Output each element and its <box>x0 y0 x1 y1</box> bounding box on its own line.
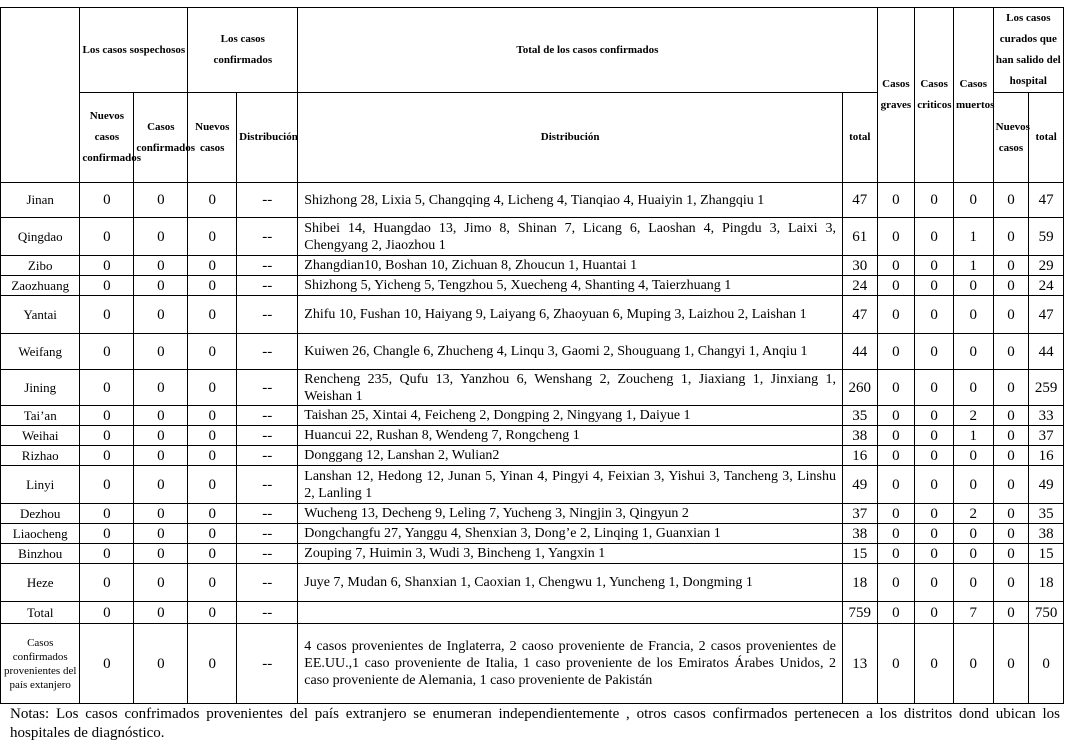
cell-b: 0 <box>134 426 188 446</box>
table-row <box>1 370 1064 406</box>
notes: Notas: Los casos confrimados provenientes del país extranjero se enumeran independientemente , otros casos confirmados pertenecen a los distritos dond ubican los hospitales de diagnóstico. <box>10 706 1060 741</box>
cell-tot2: 49 <box>1029 466 1064 504</box>
cell-dead: 2 <box>953 504 993 524</box>
cell-c: 0 <box>188 624 237 704</box>
cell-a: 0 <box>80 406 134 426</box>
cell-c: 0 <box>188 276 237 296</box>
cell-crit: 0 <box>915 370 954 406</box>
cell-a: 0 <box>80 183 134 218</box>
cell-newd: 0 <box>993 296 1029 334</box>
cell-newd: 0 <box>993 218 1029 256</box>
cell-total: 260 <box>842 370 877 406</box>
cell-dist: Taishan 25, Xintai 4, Feicheng 2, Dongping 2, Ningyang 1, Daiyue 1 <box>298 406 843 426</box>
cell-d: -- <box>237 218 298 256</box>
cell-dist: Zhifu 10, Fushan 10, Haiyang 9, Laiyang 6, Zhaoyuan 6, Muping 3, Laizhou 2, Laishan 1 <box>298 296 843 334</box>
cell-a: 0 <box>80 504 134 524</box>
cell-b: 0 <box>134 183 188 218</box>
cell-d: -- <box>237 602 298 624</box>
cell-c: 0 <box>188 446 237 466</box>
cell-b: 0 <box>134 406 188 426</box>
cell-dead: 1 <box>953 218 993 256</box>
header-distribution: Distribución <box>298 93 843 183</box>
cell-newd: 0 <box>993 334 1029 370</box>
cell-dead: 0 <box>953 370 993 406</box>
cell-dist: Donggang 12, Lanshan 2, Wulian2 <box>298 446 843 466</box>
cell-dist: Zhangdian10, Boshan 10, Zichuan 8, Zhoucun 1, Huantai 1 <box>298 256 843 276</box>
cell-dist <box>298 602 843 624</box>
cell-a: 0 <box>80 624 134 704</box>
cell-grave: 0 <box>877 406 915 426</box>
table-row <box>1 218 1064 256</box>
cell-grave: 0 <box>877 426 915 446</box>
cell-total: 16 <box>842 446 877 466</box>
cell-crit: 0 <box>915 256 954 276</box>
cell-dist: Shizhong 28, Lixia 5, Changqing 4, Licheng 4, Tianqiao 4, Huaiyin 1, Zhangqiu 1 <box>298 183 843 218</box>
cell-total: 15 <box>842 544 877 564</box>
cell-crit: 0 <box>915 276 954 296</box>
cell-crit: 0 <box>915 564 954 602</box>
cell-total: 38 <box>842 426 877 446</box>
cell-c: 0 <box>188 524 237 544</box>
cell-tot2: 259 <box>1029 370 1064 406</box>
cell-city: Qingdao <box>1 218 80 256</box>
cell-b: 0 <box>134 296 188 334</box>
cell-tot2: 35 <box>1029 504 1064 524</box>
cell-a: 0 <box>80 256 134 276</box>
cell-d: -- <box>237 544 298 564</box>
cell-c: 0 <box>188 406 237 426</box>
cell-a: 0 <box>80 426 134 446</box>
cell-d: -- <box>237 370 298 406</box>
cell-grave: 0 <box>877 334 915 370</box>
table-row <box>1 524 1064 544</box>
cell-dead: 0 <box>953 334 993 370</box>
cell-crit: 0 <box>915 426 954 446</box>
table-row <box>1 544 1064 564</box>
cell-dead: 1 <box>953 256 993 276</box>
cell-grave: 0 <box>877 624 915 704</box>
cell-d: -- <box>237 296 298 334</box>
cell-crit: 0 <box>915 544 954 564</box>
cell-grave: 0 <box>877 276 915 296</box>
table-row <box>1 406 1064 426</box>
cell-a: 0 <box>80 370 134 406</box>
header-confirmed-sub: Casos confirmados <box>134 93 188 183</box>
cell-tot2: 37 <box>1029 426 1064 446</box>
cell-grave: 0 <box>877 544 915 564</box>
cell-d: -- <box>237 624 298 704</box>
cell-c: 0 <box>188 218 237 256</box>
cell-d: -- <box>237 183 298 218</box>
cell-b: 0 <box>134 624 188 704</box>
cell-crit: 0 <box>915 524 954 544</box>
cell-city: Casos confirmados provenientes del país extanjero <box>1 624 80 704</box>
cell-c: 0 <box>188 564 237 602</box>
cell-grave: 0 <box>877 602 915 624</box>
cell-newd: 0 <box>993 524 1029 544</box>
cell-total: 38 <box>842 524 877 544</box>
cell-b: 0 <box>134 370 188 406</box>
cell-newd: 0 <box>993 564 1029 602</box>
cell-tot2: 59 <box>1029 218 1064 256</box>
cell-crit: 0 <box>915 466 954 504</box>
cell-dist: Juye 7, Mudan 6, Shanxian 1, Caoxian 1, Chengwu 1, Yuncheng 1, Dongming 1 <box>298 564 843 602</box>
cell-a: 0 <box>80 524 134 544</box>
cell-city: Liaocheng <box>1 524 80 544</box>
cell-total: 47 <box>842 296 877 334</box>
cell-city: Binzhou <box>1 544 80 564</box>
cell-city: Total <box>1 602 80 624</box>
cell-b: 0 <box>134 524 188 544</box>
cell-crit: 0 <box>915 446 954 466</box>
cell-city: Yantai <box>1 296 80 334</box>
cell-city: Rizhao <box>1 446 80 466</box>
cell-grave: 0 <box>877 446 915 466</box>
cell-total: 24 <box>842 276 877 296</box>
cell-newd: 0 <box>993 466 1029 504</box>
cell-dist: Huancui 22, Rushan 8, Wendeng 7, Rongcheng 1 <box>298 426 843 446</box>
cell-tot2: 18 <box>1029 564 1064 602</box>
cell-total: 44 <box>842 334 877 370</box>
cell-city: Heze <box>1 564 80 602</box>
cell-tot2: 47 <box>1029 296 1064 334</box>
cell-total: 49 <box>842 466 877 504</box>
cell-newd: 0 <box>993 446 1029 466</box>
header-suspected: Los casos sospechosos <box>80 8 188 93</box>
cell-a: 0 <box>80 564 134 602</box>
cell-city: Zibo <box>1 256 80 276</box>
cell-a: 0 <box>80 296 134 334</box>
cell-dist: Dongchangfu 27, Yanggu 4, Shenxian 3, Dong’e 2, Linqing 1, Guanxian 1 <box>298 524 843 544</box>
cell-a: 0 <box>80 276 134 296</box>
cell-tot2: 750 <box>1029 602 1064 624</box>
table-row <box>1 256 1064 276</box>
table-row <box>1 564 1064 602</box>
cell-b: 0 <box>134 544 188 564</box>
cell-grave: 0 <box>877 370 915 406</box>
cell-dist: 4 casos provenientes de Inglaterra, 2 caoso proveniente de Francia, 2 casos provenientes de EE.UU.,1 caso proveniente de Italia, 1 caso proveniente de los Emiratos Árabes Unidos, 2 caso proveniente de Alemania, 1 caso proveniente de Pakistán <box>298 624 843 704</box>
cell-grave: 0 <box>877 218 915 256</box>
cell-dist: Rencheng 235, Qufu 13, Yanzhou 6, Wenshang 2, Zoucheng 1, Jiaxiang 1, Jinxiang 1, Weishan 1 <box>298 370 843 406</box>
cell-a: 0 <box>80 602 134 624</box>
cell-d: -- <box>237 466 298 504</box>
table-row-total <box>1 602 1064 624</box>
header-total-confirmed: Total de los casos confirmados <box>298 8 877 93</box>
cell-total: 37 <box>842 504 877 524</box>
cell-dead: 0 <box>953 544 993 564</box>
cell-dist: Lanshan 12, Hedong 12, Junan 5, Yinan 4, Pingyi 4, Feixian 3, Yishui 3, Tancheng 3, Linshu 2, Lanling 1 <box>298 466 843 504</box>
cell-city: Linyi <box>1 466 80 504</box>
cell-tot2: 44 <box>1029 334 1064 370</box>
table-row <box>1 183 1064 218</box>
cell-c: 0 <box>188 544 237 564</box>
cell-dead: 0 <box>953 564 993 602</box>
cell-dead: 0 <box>953 446 993 466</box>
header-dead: Casos muertos <box>953 8 993 183</box>
header-new-confirmed: Nuevos casos confirmados <box>80 93 134 183</box>
cell-crit: 0 <box>915 504 954 524</box>
cell-grave: 0 <box>877 564 915 602</box>
cell-dead: 7 <box>953 602 993 624</box>
table-row <box>1 504 1064 524</box>
table-row <box>1 276 1064 296</box>
cell-newd: 0 <box>993 406 1029 426</box>
cell-newd: 0 <box>993 544 1029 564</box>
cell-c: 0 <box>188 256 237 276</box>
cell-total: 35 <box>842 406 877 426</box>
cell-total: 759 <box>842 602 877 624</box>
cell-newd: 0 <box>993 426 1029 446</box>
cell-tot2: 29 <box>1029 256 1064 276</box>
cell-b: 0 <box>134 276 188 296</box>
header-city <box>1 8 80 183</box>
cell-dead: 0 <box>953 183 993 218</box>
header-total: total <box>842 93 877 183</box>
cell-newd: 0 <box>993 602 1029 624</box>
cell-a: 0 <box>80 334 134 370</box>
cell-grave: 0 <box>877 466 915 504</box>
cell-a: 0 <box>80 218 134 256</box>
cell-b: 0 <box>134 334 188 370</box>
cell-d: -- <box>237 524 298 544</box>
cell-crit: 0 <box>915 218 954 256</box>
cell-d: -- <box>237 256 298 276</box>
table-row <box>1 296 1064 334</box>
cell-crit: 0 <box>915 334 954 370</box>
cell-c: 0 <box>188 504 237 524</box>
cell-city: Weifang <box>1 334 80 370</box>
cell-grave: 0 <box>877 296 915 334</box>
cases-table <box>0 7 1064 704</box>
header-severe: Casos graves <box>877 8 915 183</box>
cell-b: 0 <box>134 602 188 624</box>
cell-tot2: 0 <box>1029 624 1064 704</box>
cell-dist: Shizhong 5, Yicheng 5, Tengzhou 5, Xuecheng 4, Shanting 4, Taierzhuang 1 <box>298 276 843 296</box>
cell-d: -- <box>237 504 298 524</box>
cell-newd: 0 <box>993 370 1029 406</box>
cell-tot2: 16 <box>1029 446 1064 466</box>
cell-grave: 0 <box>877 524 915 544</box>
cell-crit: 0 <box>915 624 954 704</box>
cell-d: -- <box>237 276 298 296</box>
cell-c: 0 <box>188 296 237 334</box>
table-row <box>1 466 1064 504</box>
cell-city: Tai’an <box>1 406 80 426</box>
cell-b: 0 <box>134 256 188 276</box>
table-row <box>1 334 1064 370</box>
cell-city: Jining <box>1 370 80 406</box>
cell-c: 0 <box>188 602 237 624</box>
header-critical: Casos criticos <box>915 8 954 183</box>
cell-dist: Shibei 14, Huangdao 13, Jimo 8, Shinan 7, Licang 6, Laoshan 4, Pingdu 3, Laixi 3, Chengyang 2, Jiaozhou 1 <box>298 218 843 256</box>
cell-dead: 0 <box>953 276 993 296</box>
cell-c: 0 <box>188 370 237 406</box>
cell-city: Weihai <box>1 426 80 446</box>
header-distribution-short: Distribución <box>237 93 298 183</box>
cell-b: 0 <box>134 218 188 256</box>
cell-total: 13 <box>842 624 877 704</box>
cell-crit: 0 <box>915 183 954 218</box>
header-new-discharged: Nuevos casos <box>993 93 1029 183</box>
cell-tot2: 24 <box>1029 276 1064 296</box>
cell-total: 61 <box>842 218 877 256</box>
cell-dead: 1 <box>953 426 993 446</box>
header-discharged: Los casos curados que han salido del hospital <box>993 8 1063 93</box>
cell-newd: 0 <box>993 256 1029 276</box>
cell-c: 0 <box>188 183 237 218</box>
cell-grave: 0 <box>877 256 915 276</box>
cell-total: 18 <box>842 564 877 602</box>
cell-a: 0 <box>80 544 134 564</box>
cell-tot2: 15 <box>1029 544 1064 564</box>
cell-crit: 0 <box>915 602 954 624</box>
cell-dead: 0 <box>953 466 993 504</box>
cell-newd: 0 <box>993 276 1029 296</box>
header-confirmed: Los casos confirmados <box>188 8 298 93</box>
cell-total: 30 <box>842 256 877 276</box>
table-row-foreign <box>1 624 1064 704</box>
cell-city: Dezhou <box>1 504 80 524</box>
cell-d: -- <box>237 334 298 370</box>
cell-c: 0 <box>188 466 237 504</box>
table-row <box>1 426 1064 446</box>
cell-d: -- <box>237 406 298 426</box>
cell-d: -- <box>237 564 298 602</box>
cell-d: -- <box>237 426 298 446</box>
table-row <box>1 446 1064 466</box>
cell-c: 0 <box>188 334 237 370</box>
header-total-discharged: total <box>1029 93 1064 183</box>
cell-b: 0 <box>134 466 188 504</box>
cell-grave: 0 <box>877 504 915 524</box>
cell-tot2: 38 <box>1029 524 1064 544</box>
cell-b: 0 <box>134 504 188 524</box>
cell-dead: 0 <box>953 296 993 334</box>
cell-dead: 0 <box>953 624 993 704</box>
header-new-cases: Nuevos casos <box>188 93 237 183</box>
cell-crit: 0 <box>915 406 954 426</box>
cell-dead: 2 <box>953 406 993 426</box>
cell-dist: Zouping 7, Huimin 3, Wudi 3, Bincheng 1, Yangxin 1 <box>298 544 843 564</box>
cell-dist: Wucheng 13, Decheng 9, Leling 7, Yucheng 3, Ningjin 3, Qingyun 2 <box>298 504 843 524</box>
cell-newd: 0 <box>993 183 1029 218</box>
cell-dist: Kuiwen 26, Changle 6, Zhucheng 4, Linqu 3, Gaomi 2, Shouguang 1, Changyi 1, Anqiu 1 <box>298 334 843 370</box>
cell-city: Jinan <box>1 183 80 218</box>
cell-b: 0 <box>134 446 188 466</box>
cell-a: 0 <box>80 466 134 504</box>
cell-tot2: 47 <box>1029 183 1064 218</box>
cell-crit: 0 <box>915 296 954 334</box>
cell-total: 47 <box>842 183 877 218</box>
cell-grave: 0 <box>877 183 915 218</box>
cell-d: -- <box>237 446 298 466</box>
cell-city: Zaozhuang <box>1 276 80 296</box>
cell-dead: 0 <box>953 524 993 544</box>
cell-tot2: 33 <box>1029 406 1064 426</box>
cell-newd: 0 <box>993 504 1029 524</box>
cell-b: 0 <box>134 564 188 602</box>
cell-a: 0 <box>80 446 134 466</box>
cell-c: 0 <box>188 426 237 446</box>
cell-newd: 0 <box>993 624 1029 704</box>
